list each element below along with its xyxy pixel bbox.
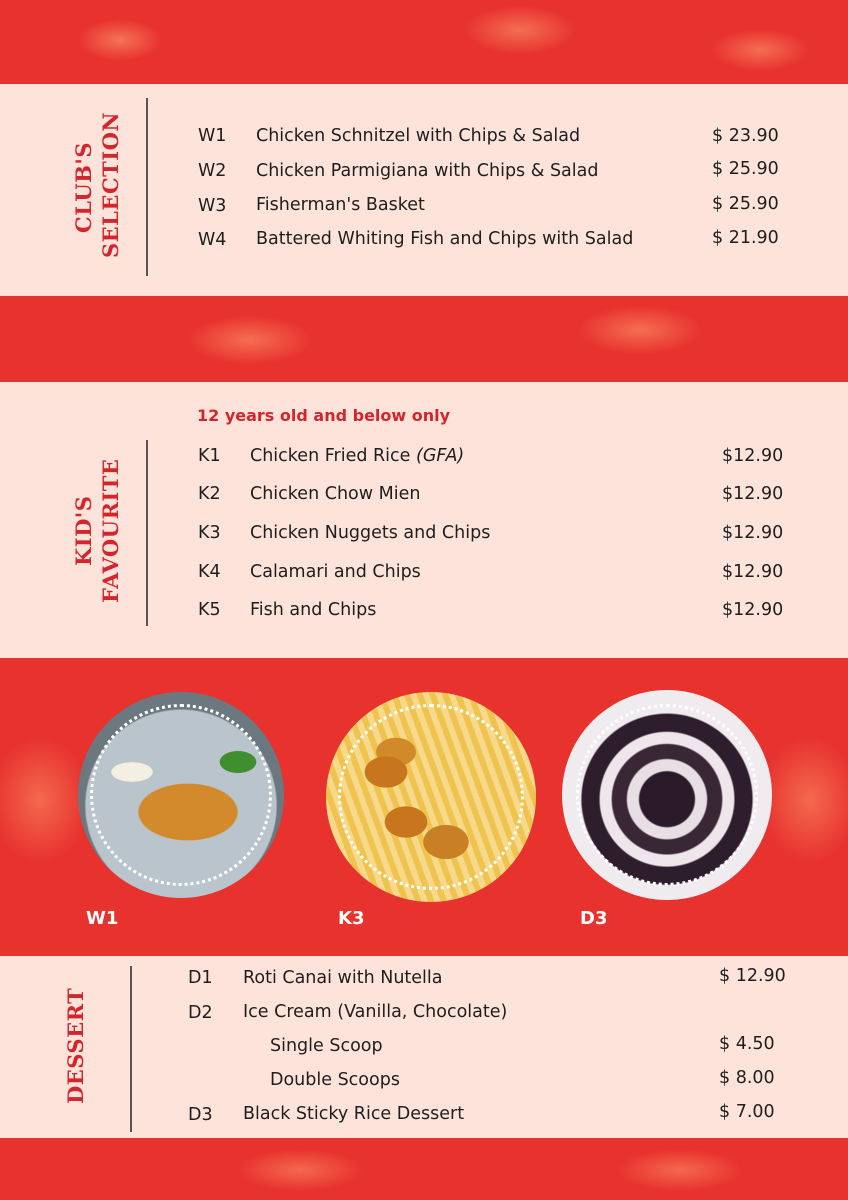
- menu-item-price: $12.90: [722, 523, 784, 543]
- photo-label: W1: [86, 908, 119, 929]
- gfa-tag: (GFA): [416, 446, 465, 466]
- menu-item-price: $12.90: [722, 446, 784, 466]
- menu-item-name: Roti Canai with Nutella: [243, 968, 443, 988]
- kids-favourite-panel: [0, 382, 848, 658]
- clubs-selection-panel: [0, 84, 848, 296]
- dessert-title: DESSERT: [63, 987, 88, 1105]
- menu-item: W4: [198, 230, 227, 250]
- title-line: FAVOURITE: [98, 458, 123, 604]
- title-line: CLUB'S: [71, 142, 96, 234]
- menu-item-code: D1: [188, 968, 213, 988]
- photo-label: K3: [338, 908, 365, 929]
- menu-item-code: K1: [198, 446, 221, 466]
- menu-item: W3: [198, 196, 227, 216]
- kids-favourite-title: [70, 456, 126, 606]
- title-line: KID'S: [71, 495, 96, 567]
- menu-item-code: K5: [198, 600, 221, 620]
- menu-item-price: $ 8.00: [719, 1068, 775, 1088]
- menu-item: W1: [198, 126, 227, 146]
- menu-item-name: Chicken Nuggets and Chips: [250, 523, 491, 543]
- menu-item: W2: [198, 161, 227, 181]
- menu-item-name: Chicken Parmigiana with Chips & Salad: [256, 161, 599, 181]
- menu-item-price: $ 21.90: [712, 228, 779, 248]
- title-line: SELECTION: [98, 111, 123, 258]
- dessert-photo: [562, 690, 772, 900]
- schnitzel-photo: [78, 692, 284, 898]
- menu-item-name: Chicken Chow Mien: [250, 484, 421, 504]
- menu-item-price: $ 4.50: [719, 1034, 775, 1054]
- menu-item-code: K2: [198, 484, 221, 504]
- nuggets-photo: [326, 692, 536, 902]
- menu-item-code: K3: [198, 523, 221, 543]
- menu-item-name: Ice Cream (Vanilla, Chocolate): [243, 1002, 508, 1022]
- dotted-ring: [338, 704, 524, 890]
- photo-label: D3: [580, 908, 608, 929]
- menu-item-name: Chicken Fried Rice (GFA): [250, 446, 465, 466]
- menu-item-code: K4: [198, 562, 221, 582]
- dotted-ring: [576, 704, 758, 886]
- menu-item-name: Chicken Schnitzel with Chips & Salad: [256, 126, 581, 146]
- divider-line: [130, 966, 132, 1132]
- menu-item-name: Double Scoops: [270, 1070, 400, 1090]
- menu-item-name: Calamari and Chips: [250, 562, 421, 582]
- menu-item-price: $ 25.90: [712, 194, 779, 214]
- menu-item-code: D3: [188, 1105, 213, 1125]
- menu-item-price: $ 7.00: [719, 1102, 775, 1122]
- menu-item-price: $ 25.90: [712, 159, 779, 179]
- menu-item-price: $ 23.90: [712, 126, 779, 146]
- menu-item-price: $12.90: [722, 484, 784, 504]
- menu-item-name: Fisherman's Basket: [256, 195, 425, 215]
- age-note: 12 years old and below only: [197, 406, 451, 425]
- dotted-ring: [90, 704, 272, 886]
- menu-item-name: Black Sticky Rice Dessert: [243, 1104, 465, 1124]
- menu-item-price: $12.90: [722, 600, 784, 620]
- clubs-selection-title: [70, 111, 126, 258]
- menu-item-name: Single Scoop: [270, 1036, 383, 1056]
- dessert-panel: [0, 956, 848, 1138]
- menu-item-price: $ 12.90: [719, 966, 786, 986]
- menu-item-price: $12.90: [722, 562, 784, 582]
- menu-item-code: D2: [188, 1003, 213, 1023]
- divider-line: [146, 440, 148, 626]
- menu-item-name: Battered Whiting Fish and Chips with Salad: [256, 229, 634, 249]
- divider-line: [146, 98, 148, 276]
- menu-item-name: Fish and Chips: [250, 600, 377, 620]
